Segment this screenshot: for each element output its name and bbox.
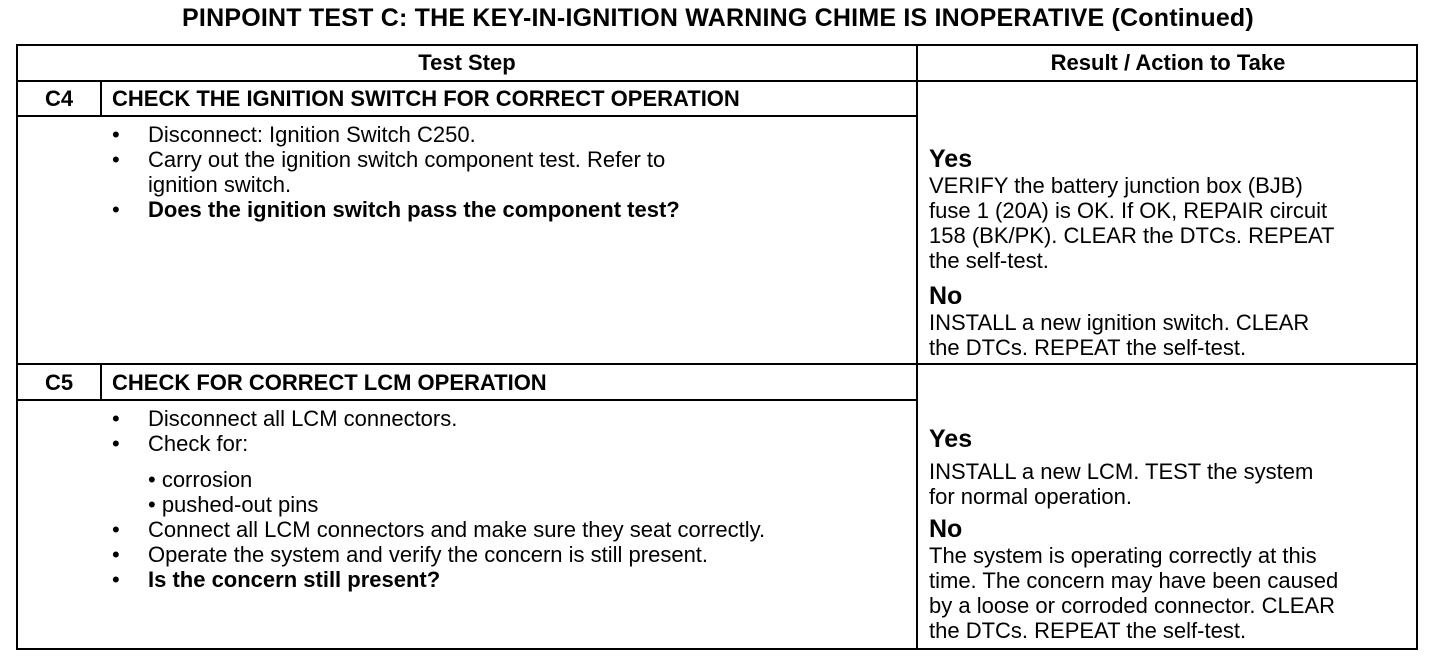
c5-step-list-a — [112, 406, 457, 456]
c5-result-no — [929, 515, 1338, 643]
c4-step-list — [112, 122, 680, 222]
c5-check-sublist — [148, 467, 318, 517]
c5-step-5-question: Is the concern still present? — [148, 567, 441, 592]
c5-result-yes — [929, 425, 1313, 509]
c4-yes-text-line: VERIFY the battery junction box (BJB) — [929, 173, 1303, 198]
c4-step-2-line-1: Carry out the ignition switch component test. Refer to — [148, 147, 666, 172]
bullet-icon: • — [112, 542, 120, 567]
c5-step-id: C5 — [44, 370, 74, 395]
list-item — [112, 517, 765, 542]
c5-no-text-line: time. The concern may have been caused — [929, 568, 1339, 593]
c5-step-2: Check for: — [148, 431, 249, 456]
bullet-icon: • — [112, 567, 120, 592]
c5-yes-text-line: for normal operation. — [929, 484, 1132, 509]
c4-no-label: No — [929, 282, 963, 310]
c4-step-2-line-2: ignition switch. — [148, 172, 292, 197]
c5-step-heading: CHECK FOR CORRECT LCM OPERATION — [112, 370, 547, 395]
bullet-icon: • — [112, 431, 120, 456]
c5-step-4: Operate the system and verify the concern is still present. — [148, 542, 709, 567]
c4-no-text-line: the DTCs. REPEAT the self-test. — [929, 335, 1247, 360]
header-divider — [16, 80, 1418, 82]
c5-no-text-line: the DTCs. REPEAT the self-test. — [929, 618, 1247, 643]
c4-yes-text-line: fuse 1 (20A) is OK. If OK, REPAIR circuit — [929, 198, 1328, 223]
c4-no-text-line: INSTALL a new ignition switch. CLEAR — [929, 310, 1310, 335]
c4-result-yes — [929, 145, 1335, 273]
list-item — [112, 567, 765, 592]
c5-no-text-line: by a loose or corroded connector. CLEAR — [929, 593, 1336, 618]
list-item — [112, 197, 680, 222]
c4-heading-divider — [16, 115, 918, 117]
c4-step-id: C4 — [44, 86, 74, 111]
column-divider — [916, 44, 918, 650]
list-item — [112, 147, 680, 197]
page-title: PINPOINT TEST C: THE KEY-IN-IGNITION WARNING CHIME IS INOPERATIVE (Continued) — [182, 4, 1254, 32]
c4-yes-text-line: the self-test. — [929, 248, 1049, 273]
c4-step-1: Disconnect: Ignition Switch C250. — [148, 122, 476, 147]
c5-no-label: No — [929, 515, 963, 543]
bullet-icon: • — [112, 517, 120, 542]
c5-heading-divider — [16, 399, 918, 401]
c5-step-list-b — [112, 517, 765, 592]
bullet-icon: • — [112, 147, 120, 172]
c4-result-no — [929, 282, 1309, 360]
c4-step-3-question: Does the ignition switch pass the component test? — [148, 197, 680, 222]
header-result-action: Result / Action to Take — [1050, 50, 1286, 75]
c5-yes-label: Yes — [929, 425, 973, 453]
row-divider — [16, 363, 1418, 365]
c4-yes-label: Yes — [929, 145, 973, 173]
list-item — [112, 406, 457, 431]
c5-yes-text-line: INSTALL a new LCM. TEST the system — [929, 459, 1314, 484]
c5-no-text-line: The system is operating correctly at this — [929, 543, 1317, 568]
list-item — [112, 122, 680, 147]
c5-step-3: Connect all LCM connectors and make sure they seat correctly. — [148, 517, 766, 542]
bullet-icon: • — [112, 197, 120, 222]
c4-yes-text-line: 158 (BK/PK). CLEAR the DTCs. REPEAT — [929, 223, 1335, 248]
bullet-icon: • — [112, 122, 120, 147]
c4-step-heading: CHECK THE IGNITION SWITCH FOR CORRECT OPERATION — [112, 86, 740, 111]
bullet-icon: • — [112, 406, 120, 431]
list-item — [112, 542, 765, 567]
list-item: • pushed-out pins — [148, 492, 319, 517]
c5-step-1: Disconnect all LCM connectors. — [148, 406, 458, 431]
list-item — [112, 431, 457, 456]
list-item: • corrosion — [148, 467, 253, 492]
header-test-step: Test Step — [418, 50, 516, 75]
